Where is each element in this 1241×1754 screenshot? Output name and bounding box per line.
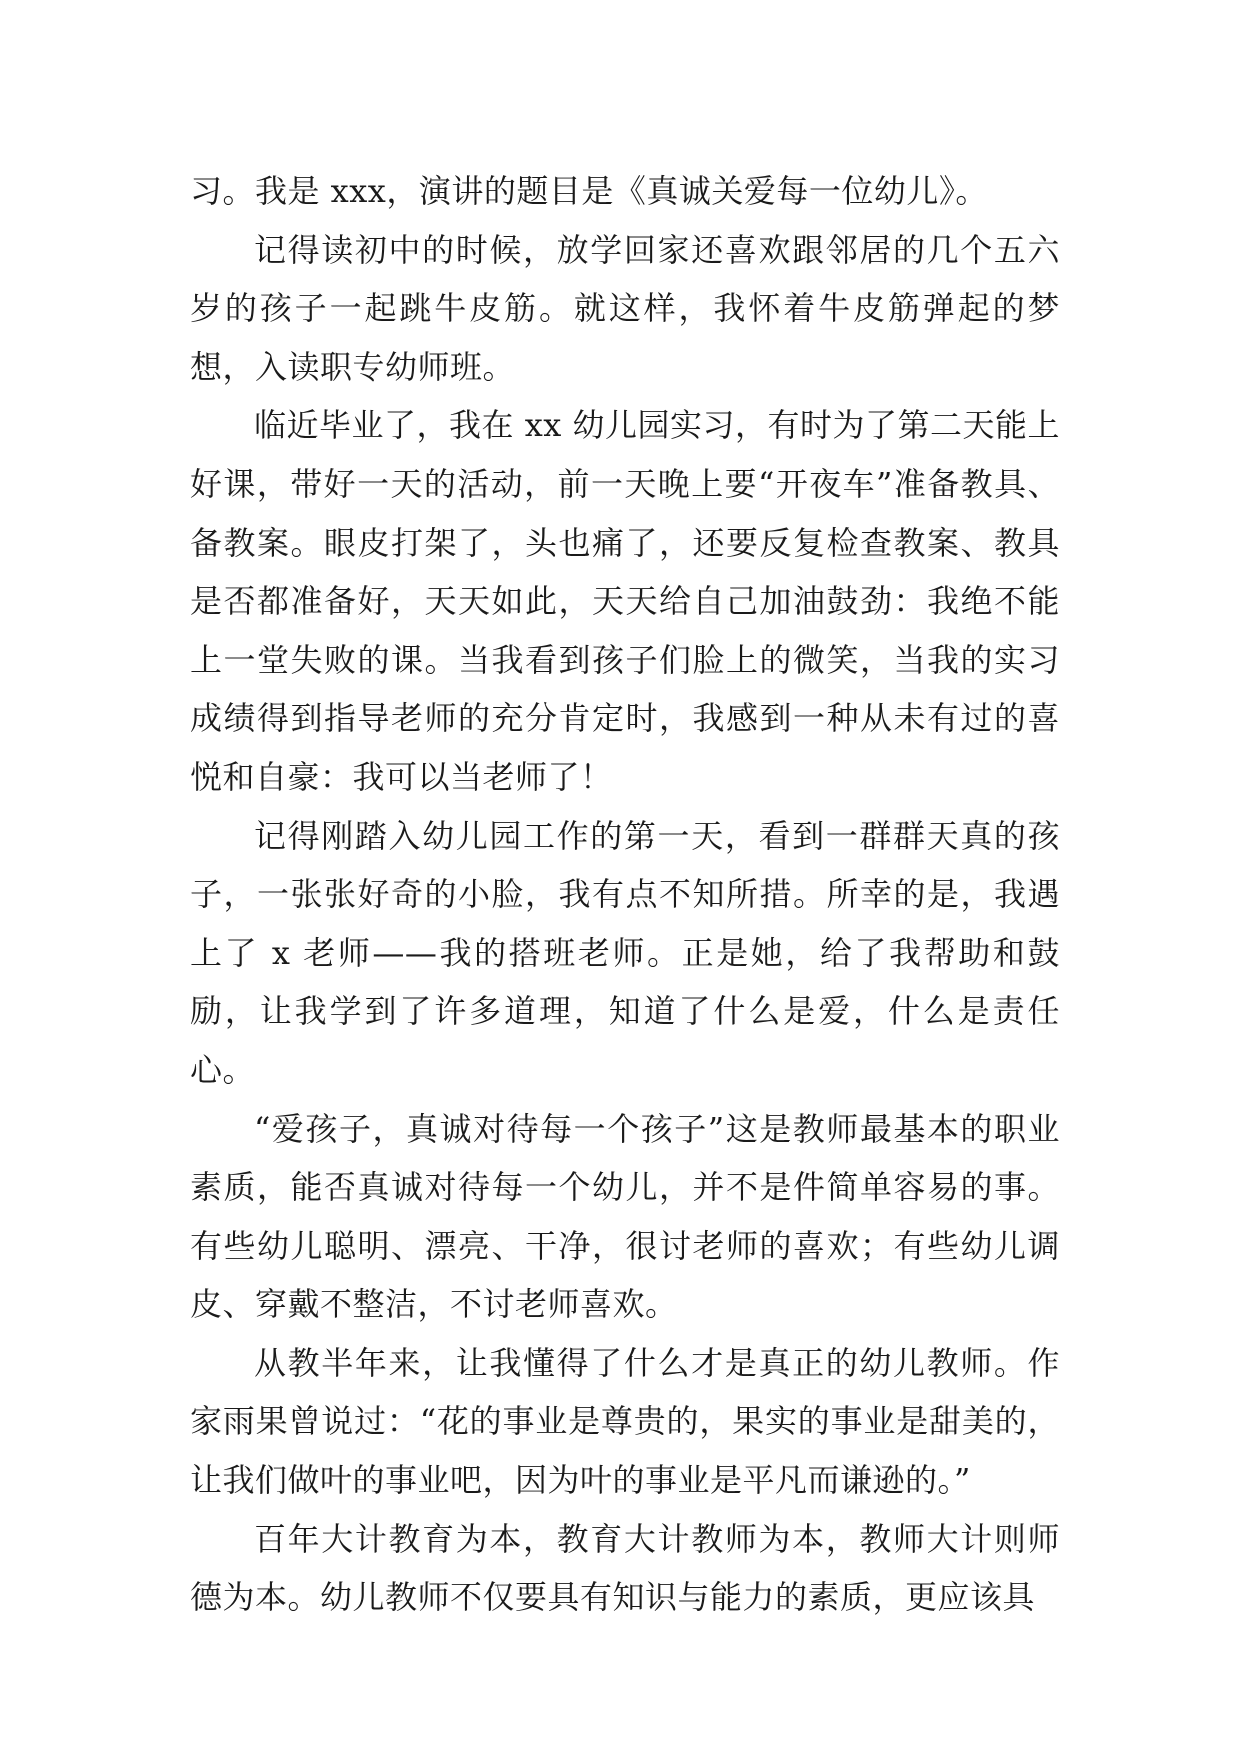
paragraph-first-day: 记得刚踏入幼儿园工作的第一天，看到一群群天真的孩子，一张张好奇的小脸，我有点不知所措。所幸的是，我遇上了 x 老师——我的搭班老师。正是她，给了我帮助和鼓励，让我学到了许多道理，知道了什么是爱，什么是责任心。 [190,816,1060,1089]
paragraph-continuation: 习。我是 xxx，演讲的题目是《真诚关爱每一位幼儿》。 [190,172,988,210]
paragraph-teacher-ethics: 百年大计教育为本，教育大计教师为本，教师大计则师德为本。幼儿教师不仅要具有知识与能力的素质，更应该具 [190,1519,1060,1617]
paragraph-childhood: 记得读初中的时候，放学回家还喜欢跟邻居的几个五六岁的孩子一起跳牛皮筋。就这样，我怀着牛皮筋弹起的梦想，入读职专幼师班。 [190,230,1060,386]
paragraph-professional-quality: “爱孩子，真诚对待每一个孩子”这是教师最基本的职业素质，能否真诚对待每一个幼儿，并不是件简单容易的事。有些幼儿聪明、漂亮、干净，很讨老师的喜欢；有些幼儿调皮、穿戴不整洁，不讨老师喜欢。 [190,1109,1060,1324]
paragraph-internship: 临近毕业了，我在 xx 幼儿园实习，有时为了第二天能上好课，带好一天的活动，前一天晚上要“开夜车”准备教具、备教案。眼皮打架了，头也痛了，还要反复检查教案、教具是否都准备好，天天如此，天天给自己加油鼓劲：我绝不能上一堂失败的课。当我看到孩子们脸上的微笑，当我的实习成绩得到指导老师的充分肯定时，我感到一种从未有过的喜悦和自豪：我可以当老师了！ [190,406,1060,796]
document-body [190,162,1060,1627]
paragraph-half-year: 从教半年来，让我懂得了什么才是真正的幼儿教师。作家雨果曾说过：“花的事业是尊贵的，果实的事业是甜美的，让我们做叶的事业吧，因为叶的事业是平凡而谦逊的。” [190,1343,1060,1500]
